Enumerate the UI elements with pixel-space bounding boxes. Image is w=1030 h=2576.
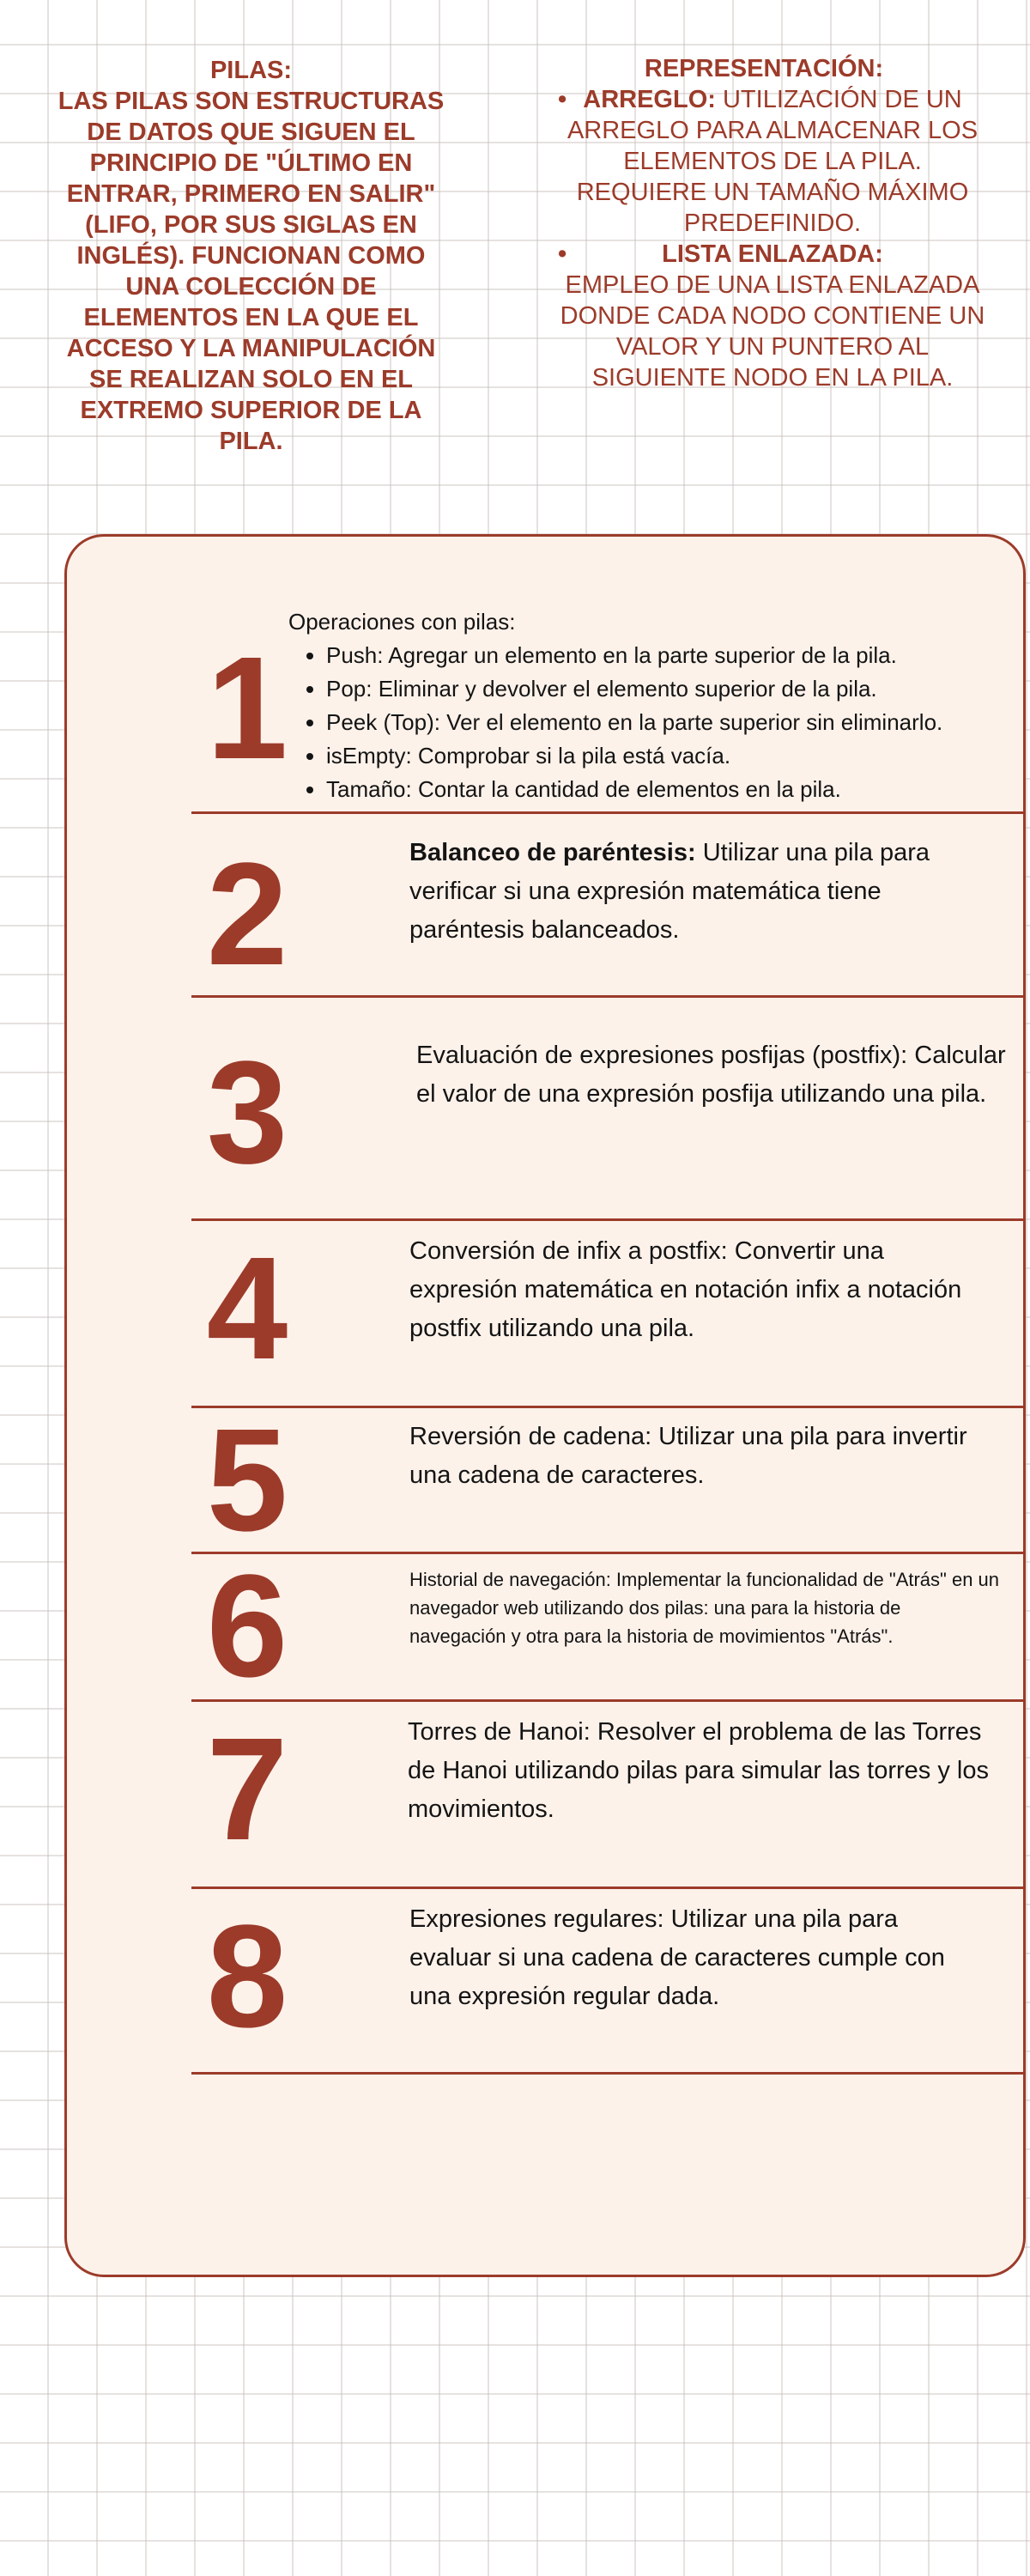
operation-peek: • Peek (Top): Ver el elemento en la parte superior sin eliminarlo. bbox=[326, 706, 942, 739]
item-number: 5 bbox=[206, 1399, 288, 1562]
item-text bbox=[409, 834, 967, 950]
list-item-2 bbox=[191, 811, 1023, 998]
bullet-icon: • bbox=[558, 240, 567, 268]
representation-title: REPRESENTACIÓN: bbox=[644, 55, 884, 82]
item-number: 4 bbox=[206, 1227, 288, 1390]
item-number: 8 bbox=[206, 1895, 288, 2058]
representation-desc: UTILIZACIÓN DE UN ARREGLO PARA ALMACENAR LOS ELEMENTOS DE LA PILA. REQUIERE UN TAMAÑO MÁXIMO PREDEFINIDO. bbox=[566, 86, 978, 237]
item-text: Reversión de cadena: Utilizar una pila para invertir una cadena de caracteres. bbox=[409, 1423, 967, 1489]
operation-push: • Push: Agregar un elemento en la parte superior de la pila. bbox=[326, 639, 942, 672]
representation-list bbox=[541, 84, 987, 393]
representation-item-array bbox=[541, 84, 987, 239]
operations-title: Operaciones con pilas: bbox=[288, 609, 516, 635]
item-number: 3 bbox=[206, 1031, 288, 1194]
operations-list bbox=[288, 639, 942, 806]
operation-size: • Tamaño: Contar la cantidad de elementos en la pila. bbox=[326, 773, 942, 806]
operation-pop: • Pop: Eliminar y devolver el elemento superior de la pila. bbox=[326, 672, 942, 706]
item-description: Utilizar una pila para verificar si una expresión matemática tiene paréntesis balanceados. bbox=[409, 839, 930, 944]
item-bold-label: Balanceo de paréntesis: bbox=[409, 839, 696, 866]
item-text: Torres de Hanoi: Resolver el problema de las Torres de Hanoi utilizando pilas para simular las torres y los movimientos. bbox=[408, 1718, 989, 1823]
representation-label: ARREGLO: bbox=[583, 86, 716, 113]
list-item-6 bbox=[191, 1545, 1023, 1708]
intro-title: PILAS: bbox=[209, 57, 293, 84]
item-number: 2 bbox=[206, 833, 288, 996]
list-item-4 bbox=[191, 1218, 1023, 1408]
bullet-icon: • bbox=[558, 86, 567, 113]
intro-block bbox=[52, 55, 451, 457]
list-item-7 bbox=[191, 1699, 1023, 1889]
item-number: 6 bbox=[206, 1545, 288, 1708]
list-item-3 bbox=[191, 995, 1023, 1221]
representation-label: LISTA ENLAZADA: bbox=[662, 240, 883, 268]
list-item-5 bbox=[191, 1399, 1023, 1562]
representation-item-linked-list bbox=[541, 239, 987, 393]
representation-desc: EMPLEO DE UNA LISTA ENLAZADA DONDE CADA NODO CONTIENE UN VALOR Y UN PUNTERO AL SIGUIENTE NODO EN LA PILA. bbox=[560, 271, 985, 392]
item-text: Historial de navegación: Implementar la funcionalidad de "Atrás" en un navegador web utilizando dos pilas: una para la historia de navegación y otra para la historia de movimientos "Atrás". bbox=[409, 1569, 1000, 1647]
representation-block bbox=[541, 53, 987, 393]
intro-text: LAS PILAS SON ESTRUCTURAS DE DATOS QUE SIGUEN EL PRINCIPIO DE "ÚLTIMO EN ENTRAR, PRIMERO EN SALIR" (LIFO, POR SUS SIGLAS EN INGLÉS). FUNCIONAN COMO UNA COLECCIÓN DE ELEMENTOS EN LA QUE EL ACCESO Y LA MANIPULACIÓN SE REALIZAN SOLO EN EL EXTREMO SUPERIOR DE LA PILA. bbox=[58, 88, 445, 455]
operation-isempty: • isEmpty: Comprobar si la pila está vacía. bbox=[326, 739, 942, 773]
item-text: Evaluación de expresiones posfijas (postfix): Calcular el valor de una expresión posfija utilizando una pila. bbox=[416, 1042, 1006, 1108]
operations-block bbox=[288, 605, 942, 806]
item-text: Expresiones regulares: Utilizar una pila para evaluar si una cadena de caracteres cumple con una expresión regular dada. bbox=[409, 1905, 945, 2010]
item-text: Conversión de infix a postfix: Convertir una expresión matemática en notación infix a notación postfix utilizando una pila. bbox=[409, 1237, 962, 1342]
item-number: 1 bbox=[206, 627, 288, 790]
list-item-8 bbox=[191, 1886, 1023, 2075]
applications-card bbox=[64, 534, 1026, 2277]
item-number: 7 bbox=[206, 1708, 288, 1871]
